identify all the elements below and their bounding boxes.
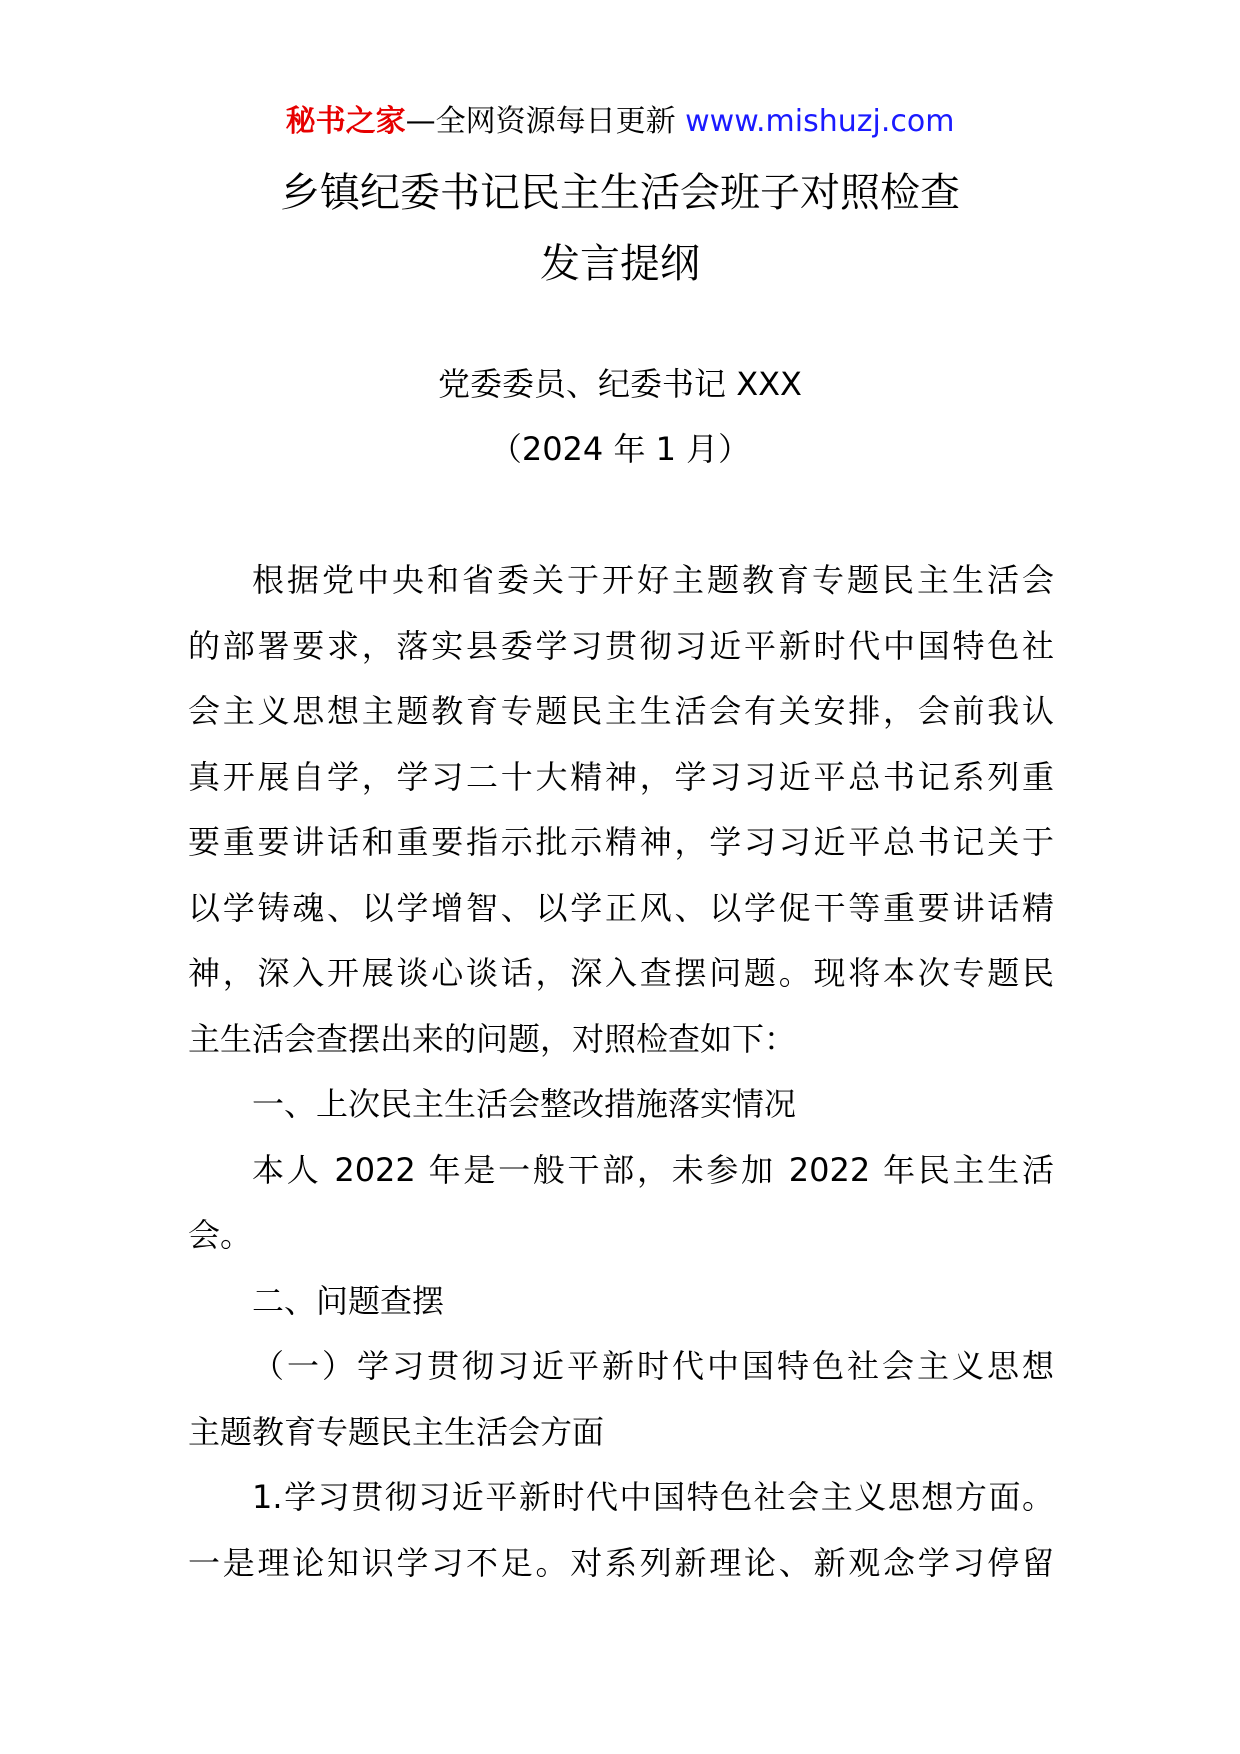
body-line: 一是理论知识学习不足。对系列新理论、新观念学习停留 xyxy=(188,1543,1054,1582)
document-title-line-1: 乡镇纪委书记民主生活会班子对照检查 xyxy=(280,170,960,216)
body-line: 本人 2022 年是一般干部，未参加 2022 年民主生活 xyxy=(252,1150,1054,1189)
section-heading-2: 二、问题查摆 xyxy=(252,1281,445,1320)
body-line: 以学铸魂、以学增智、以学正风、以学促干等重要讲话精 xyxy=(188,888,1054,927)
body-line: 神，深入开展谈心谈话，深入查摆问题。现将本次专题民 xyxy=(188,954,1054,992)
body-line: 主生活会查摆出来的问题，对照检查如下： xyxy=(188,1019,797,1058)
author-line: 党委委员、纪委书记 XXX xyxy=(438,365,802,403)
document-body xyxy=(188,548,1054,1596)
date-line: （2024 年 1 月） xyxy=(489,430,751,468)
body-line: 真开展自学，学习二十大精神，学习习近平总书记系列重 xyxy=(188,757,1054,796)
body-line: 的部署要求，落实县委学习贯彻习近平新时代中国特色社 xyxy=(188,626,1054,665)
subsection-heading: 主题教育专题民主生活会方面 xyxy=(188,1412,605,1451)
site-header xyxy=(0,100,1240,144)
body-line: 1.学习贯彻习近平新时代中国特色社会主义思想方面。 xyxy=(252,1478,1054,1516)
subsection-heading: （一）学习贯彻习近平新时代中国特色社会主义思想 xyxy=(252,1347,1054,1385)
body-line: 根据党中央和省委关于开好主题教育专题民主生活会 xyxy=(252,561,1054,599)
section-heading-1: 一、上次民主生活会整改措施落实情况 xyxy=(252,1085,797,1123)
body-line: 要重要讲话和重要指示批示精神，学习习近平总书记关于 xyxy=(188,823,1054,861)
site-url-link[interactable]: www.mishuzj.com xyxy=(685,104,955,139)
body-line: 会主义思想主题教育专题民主生活会有关安排，会前我认 xyxy=(188,692,1054,730)
document-title-line-2: 发言提纲 xyxy=(540,241,700,287)
header-slogan: —全网资源每日更新 xyxy=(405,104,676,139)
brand-name: 秘书之家 xyxy=(285,104,406,139)
body-line: 会。 xyxy=(188,1216,253,1254)
